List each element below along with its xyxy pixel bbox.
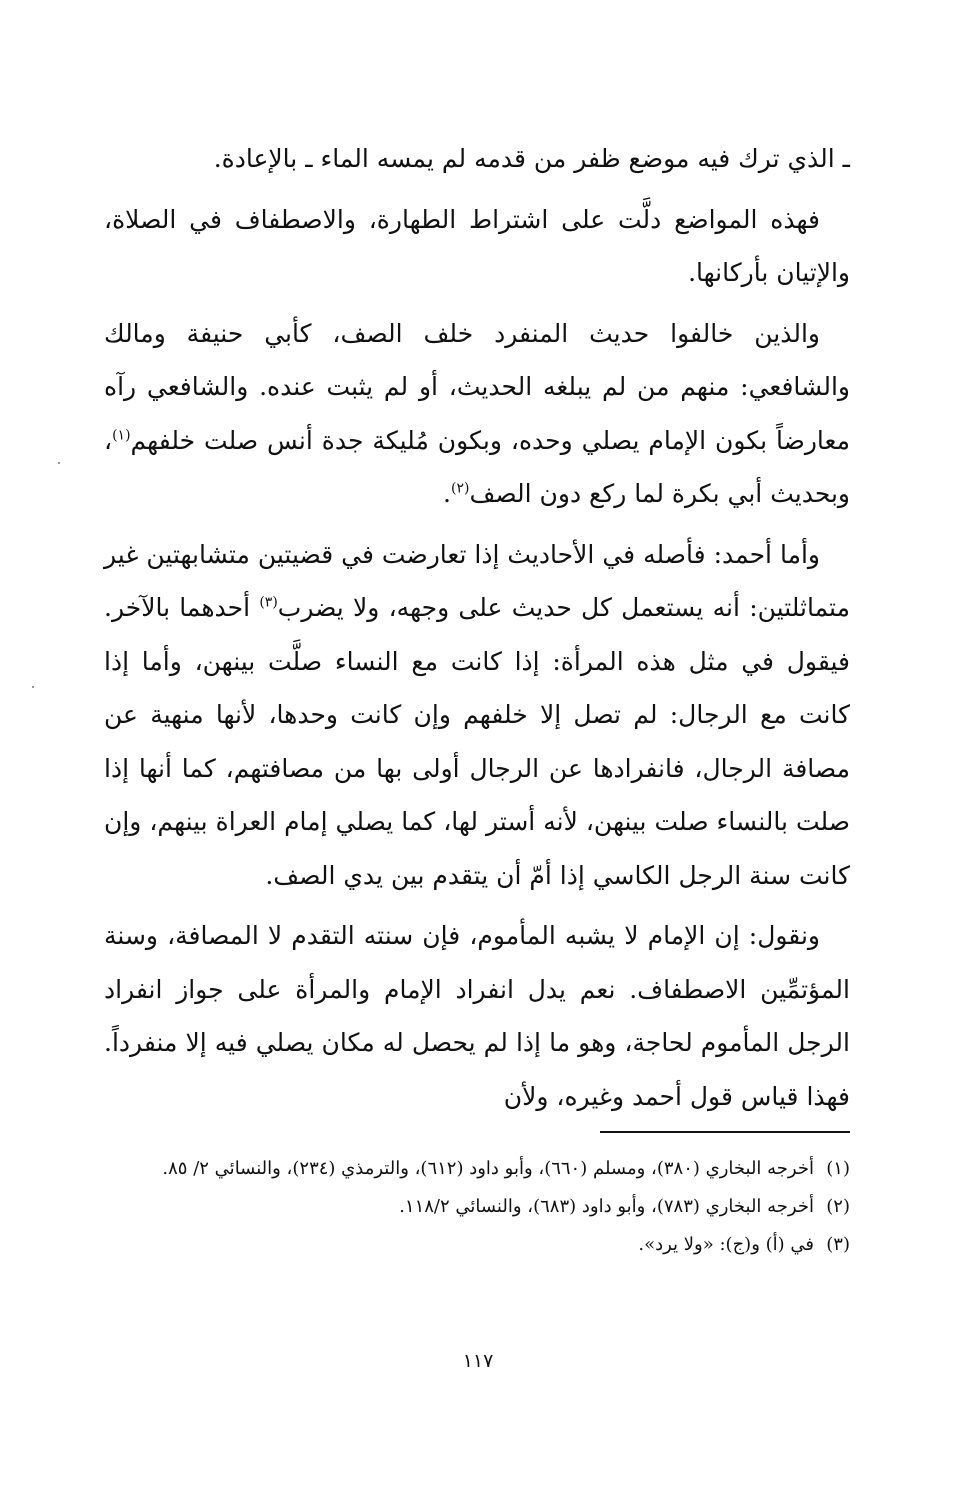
paragraph-text: أحدهما بالآخر. فيقول في مثل هذه المرأة: إذا كانت مع النساء صلَّت بينهن، وأما إذا كانت مع الرجال: لم تصل إلا خلفهم وإن كانت وحدها، لأنها منهية عن مصافة الرجال، فانفرادها عن الرجال أولى بها من مصافتهم، كما أنها إذا صلت بالنساء صلت بينهن، لأنه أستر لها، كما يصلي إمام العراة بينهم، وإن كانت سنة الرجل الكاسي إذا أمّ أن يتقدم بين يدي الصف.	[104, 593, 850, 890]
footnote-text: في (أ) و(ج): «ولا يرد».	[638, 1234, 814, 1255]
paragraph-text: وأما أحمد: فأصله في الأحاديث إذا تعارضت في قضيتين متشابهتين غير متماثلتين: أنه يستعمل كل حديث على وجهه، ولا يضرب	[104, 539, 850, 622]
paragraph-text: .	[443, 479, 451, 508]
paragraph	[104, 307, 850, 521]
paragraph-text: والذين خالفوا حديث المنفرد خلف الصف، كأبي حنيفة ومالك والشافعي: منهم من لم يبلغه الحديث، أو لم يثبت عنده. والشافعي رآه معارضاً بكون الإمام يصلي وحده، وبكون مُليكة جدة أنس صلت خلفهم	[104, 318, 850, 455]
paragraph-text: فهذه المواضع دلَّت على اشتراط الطهارة، والاصطفاف في الصلاة، والإتيان بأركانها.	[104, 204, 850, 287]
footnote-text: أخرجه البخاري (٣٨٠)، ومسلم (٦٦٠)، وأبو داود (٦١٢)، والترمذي (٢٣٤)، والنسائي ٢/ ٨٥.	[162, 1158, 814, 1179]
paragraph	[104, 193, 850, 300]
footnotes	[104, 1150, 850, 1264]
footnote-number: (١)	[826, 1158, 850, 1179]
paragraph	[104, 909, 850, 1123]
footnote	[104, 1188, 850, 1226]
main-text	[104, 132, 850, 1130]
footnote-text: أخرجه البخاري (٧٨٣)، وأبو داود (٦٨٣)، والنسائي ١١٨/٢.	[399, 1196, 814, 1217]
scan-speck	[58, 462, 60, 464]
footnote-number: (٣)	[826, 1234, 850, 1255]
paragraph	[104, 132, 850, 186]
footnote-separator	[600, 1131, 850, 1133]
footnote-ref: (١)	[112, 427, 131, 444]
footnote-ref: (٢)	[451, 480, 470, 497]
footnote-number: (٢)	[826, 1196, 850, 1217]
paragraph-text: ، وبحديث أبي بكرة لما ركع دون الصف	[104, 425, 850, 508]
scan-speck	[32, 686, 34, 688]
footnote	[104, 1150, 850, 1188]
paragraph-text: ـ الذي ترك فيه موضع ظفر من قدمه لم يمسه الماء ـ بالإعادة.	[213, 144, 850, 173]
paragraph	[104, 528, 850, 903]
footnote	[104, 1226, 850, 1264]
footnote-ref: (٣)	[259, 594, 278, 611]
paragraph-text: ونقول: إن الإمام لا يشبه المأموم، فإن سنته التقدم لا المصافة، وسنة المؤتمِّين الاصطفاف. نعم يدل انفراد الإمام والمرأة على جواز انفراد الرجل المأموم لحاجة، وهو ما إذا لم يحصل له مكان يصلي فيه إلا منفرداً. فهذا قياس قول أحمد وغيره، ولأن	[104, 921, 850, 1111]
page-number: ١١٧	[462, 1350, 494, 1372]
